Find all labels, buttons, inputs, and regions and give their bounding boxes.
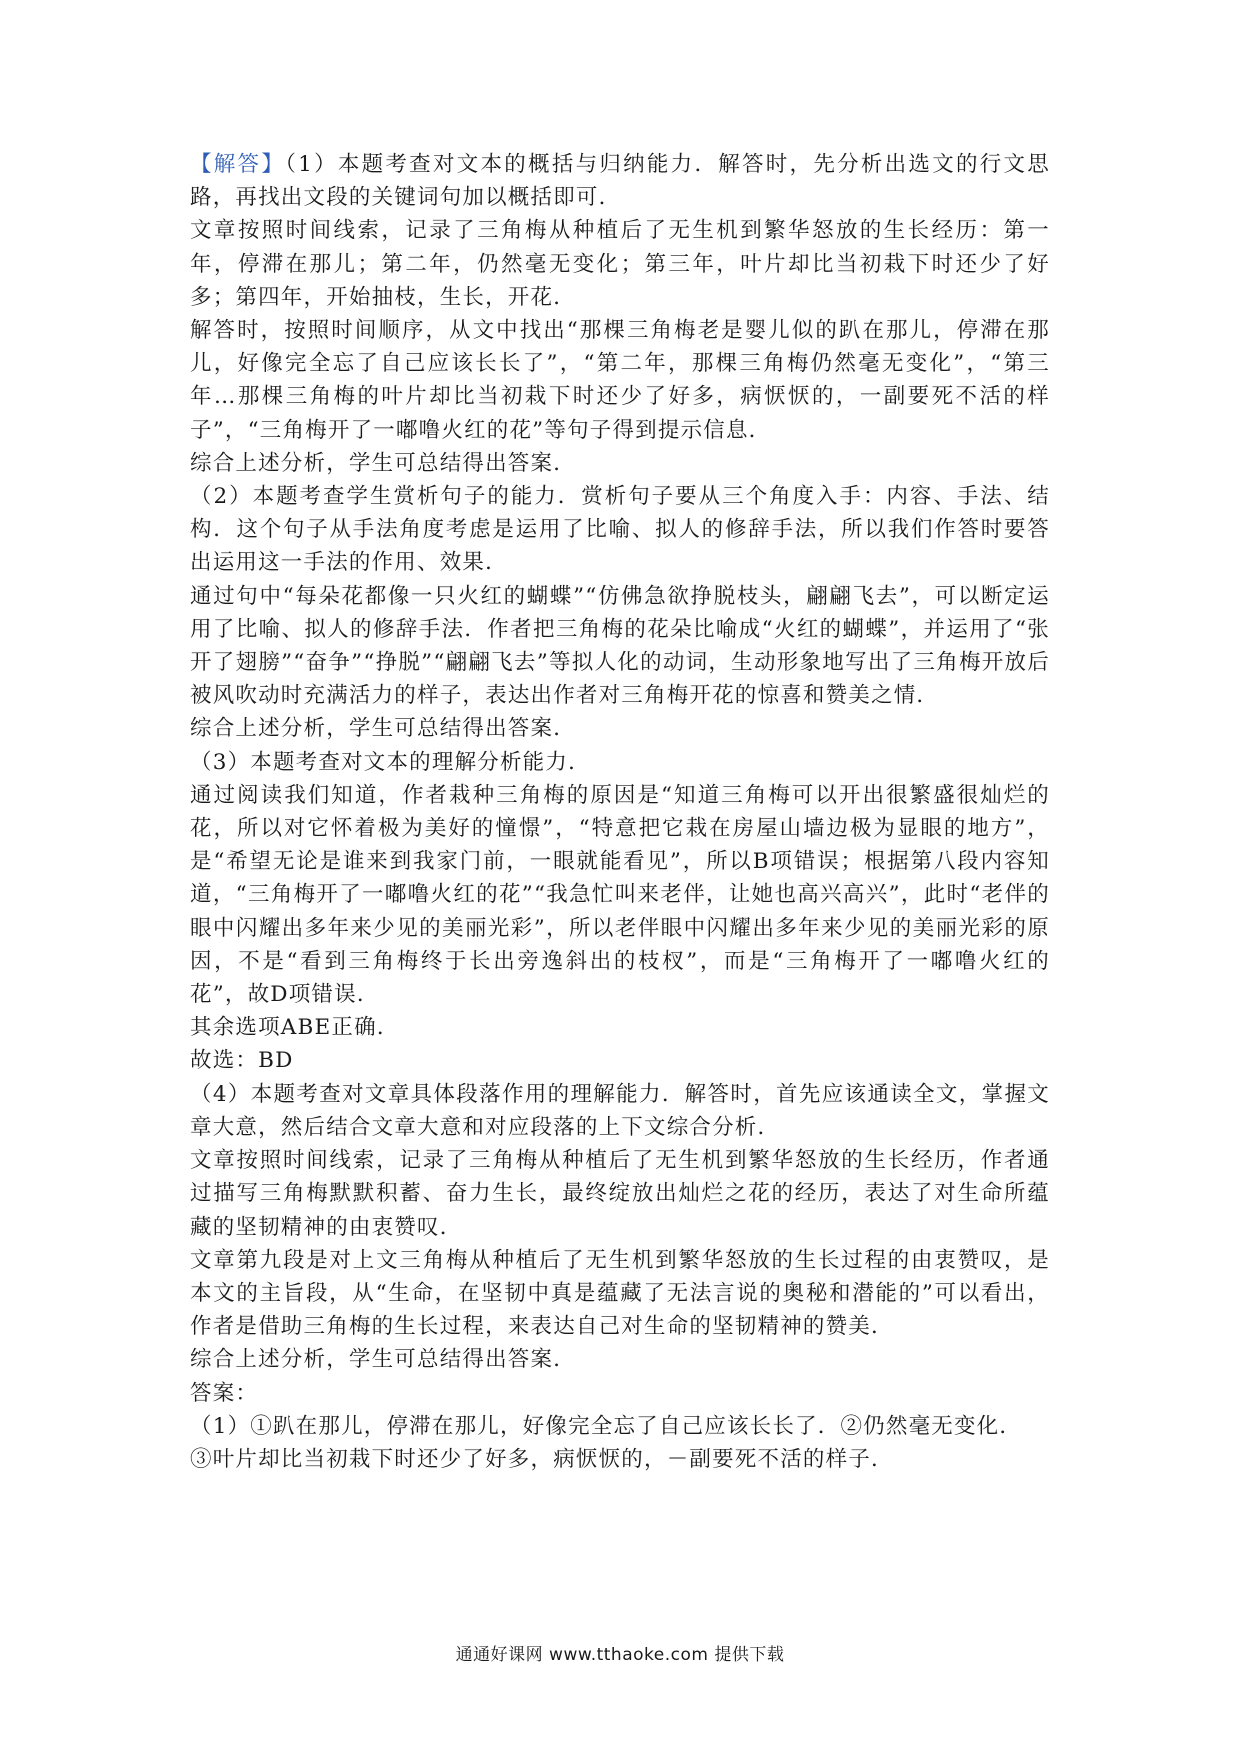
answer-tag: 【解答】 — [190, 152, 286, 177]
answer-paragraph: 通过句中“每朵花都像一只火红的蝴蝶”“仿佛急欲挣脱枝头，翩翩飞去”，可以断定运用了比喻、拟人的修辞手法．作者把三角梅的花朵比喻成“火红的蝴蝶”，并运用了“张开了翅膀”“奋争”“挣脱”“翩翩飞去”等拟人化的动词，生动形象地写出了三角梅开放后被风吹动时充满活力的样子，表达出作者对三角梅开花的惊喜和赞美之情． — [190, 583, 1050, 709]
answer-paragraph: （2）本题考查学生赏析句子的能力．赏析句子要从三个角度入手：内容、手法、结构．这个句子从手法角度考虑是运用了比喻、拟人的修辞手法，所以我们作答时要答出运用这一手法的作用、效果． — [190, 484, 1050, 576]
answer-paragraph: 故选：BD — [190, 1048, 294, 1074]
answer-paragraph: 解答时，按照时间顺序，从文中找出“那棵三角梅老是婴儿似的趴在那儿，停滞在那儿，好像完全忘了自己应该长长了”，“第二年，那棵三角梅仍然毫无变化”，“第三年…那棵三角梅的叶片却比当初栽下时还少了好多，病恹恹的，一副要死不活的样子”，“三角梅开了一嘟噜火红的花”等句子得到提示信息． — [190, 318, 1050, 443]
answer-paragraph: 文章按照时间线索，记录了三角梅从种植后了无生机到繁华怒放的生长经历，作者通过描写三角梅默默积蓄、奋力生长，最终绽放出灿烂之花的经历，表达了对生命所蕴藏的坚韧精神的由衷赞叹． — [190, 1148, 1050, 1240]
answer-paragraph: 文章第九段是对上文三角梅从种植后了无生机到繁华怒放的生长过程的由衷赞叹，是本文的主旨段，从“生命，在坚韧中真是蕴藏了无法言说的奥秘和潜能的”可以看出，作者是借助三角梅的生长过程，来表达自己对生命的坚韧精神的赞美． — [190, 1247, 1050, 1340]
answer-paragraph-1 — [190, 148, 1050, 214]
answer-paragraph: ③叶片却比当初栽下时还少了好多，病恹恹的，－副要死不活的样子． — [190, 1446, 894, 1472]
answer-paragraph: 文章按照时间线索，记录了三角梅从种植后了无生机到繁华怒放的生长经历：第一年，停滞在那儿；第二年，仍然毫无变化；第三年，叶片却比当初栽下时还少了好多；第四年，开始抽枝，生长，开花． — [190, 218, 1050, 310]
answer-paragraph: （4）本题考查对文章具体段落作用的理解能力．解答时，首先应该通读全文，掌握文章大意，然后结合文章大意和对应段落的上下文综合分析． — [190, 1081, 1050, 1140]
answer-paragraph: （1）①趴在那儿，停滞在那儿，好像完全忘了自己应该长长了．②仍然毫无变化． — [190, 1413, 1023, 1439]
answer-paragraph: （3）本题考查对文本的理解分析能力． — [190, 749, 591, 775]
answer-paragraph: 答案： — [190, 1380, 259, 1406]
answer-paragraph: 其余选项ABE正确． — [190, 1015, 400, 1041]
answer-paragraph: 通过阅读我们知道，作者栽种三角梅的原因是“知道三角梅可以开出很繁盛很灿烂的花，所以对它怀着极为美好的憧憬”，“特意把它栽在房屋山墙边极为显眼的地方”，是“希望无论是谁来到我家门前，一眼就能看见”，所以B项错误；根据第八段内容知道，“三角梅开了一嘟噜火红的花”“我急忙叫来老伴，让她也高兴高兴”，此时“老伴的眼中闪耀出多年来少见的美丽光彩”，所以老伴眼中闪耀出多年来少见的美丽光彩的原因，不是“看到三角梅终于长出旁逸斜出的枝杈”，而是“三角梅开了一嘟噜火红的花”，故D项错误． — [190, 782, 1050, 1008]
answer-paragraph: 综合上述分析，学生可总结得出答案． — [190, 716, 576, 742]
answer-paragraph: 综合上述分析，学生可总结得出答案． — [190, 450, 576, 476]
answer-content — [190, 148, 1050, 1476]
page-footer: 通通好课网 www.tthaoke.com 提供下载 — [455, 1645, 785, 1665]
answer-paragraph: 综合上述分析，学生可总结得出答案． — [190, 1347, 576, 1373]
paragraph-text: （1）本题考查对文本的概括与归纳能力．解答时，先分析出选文的行文思路，再找出文段的关键词句加以概括即可． — [190, 152, 1050, 211]
